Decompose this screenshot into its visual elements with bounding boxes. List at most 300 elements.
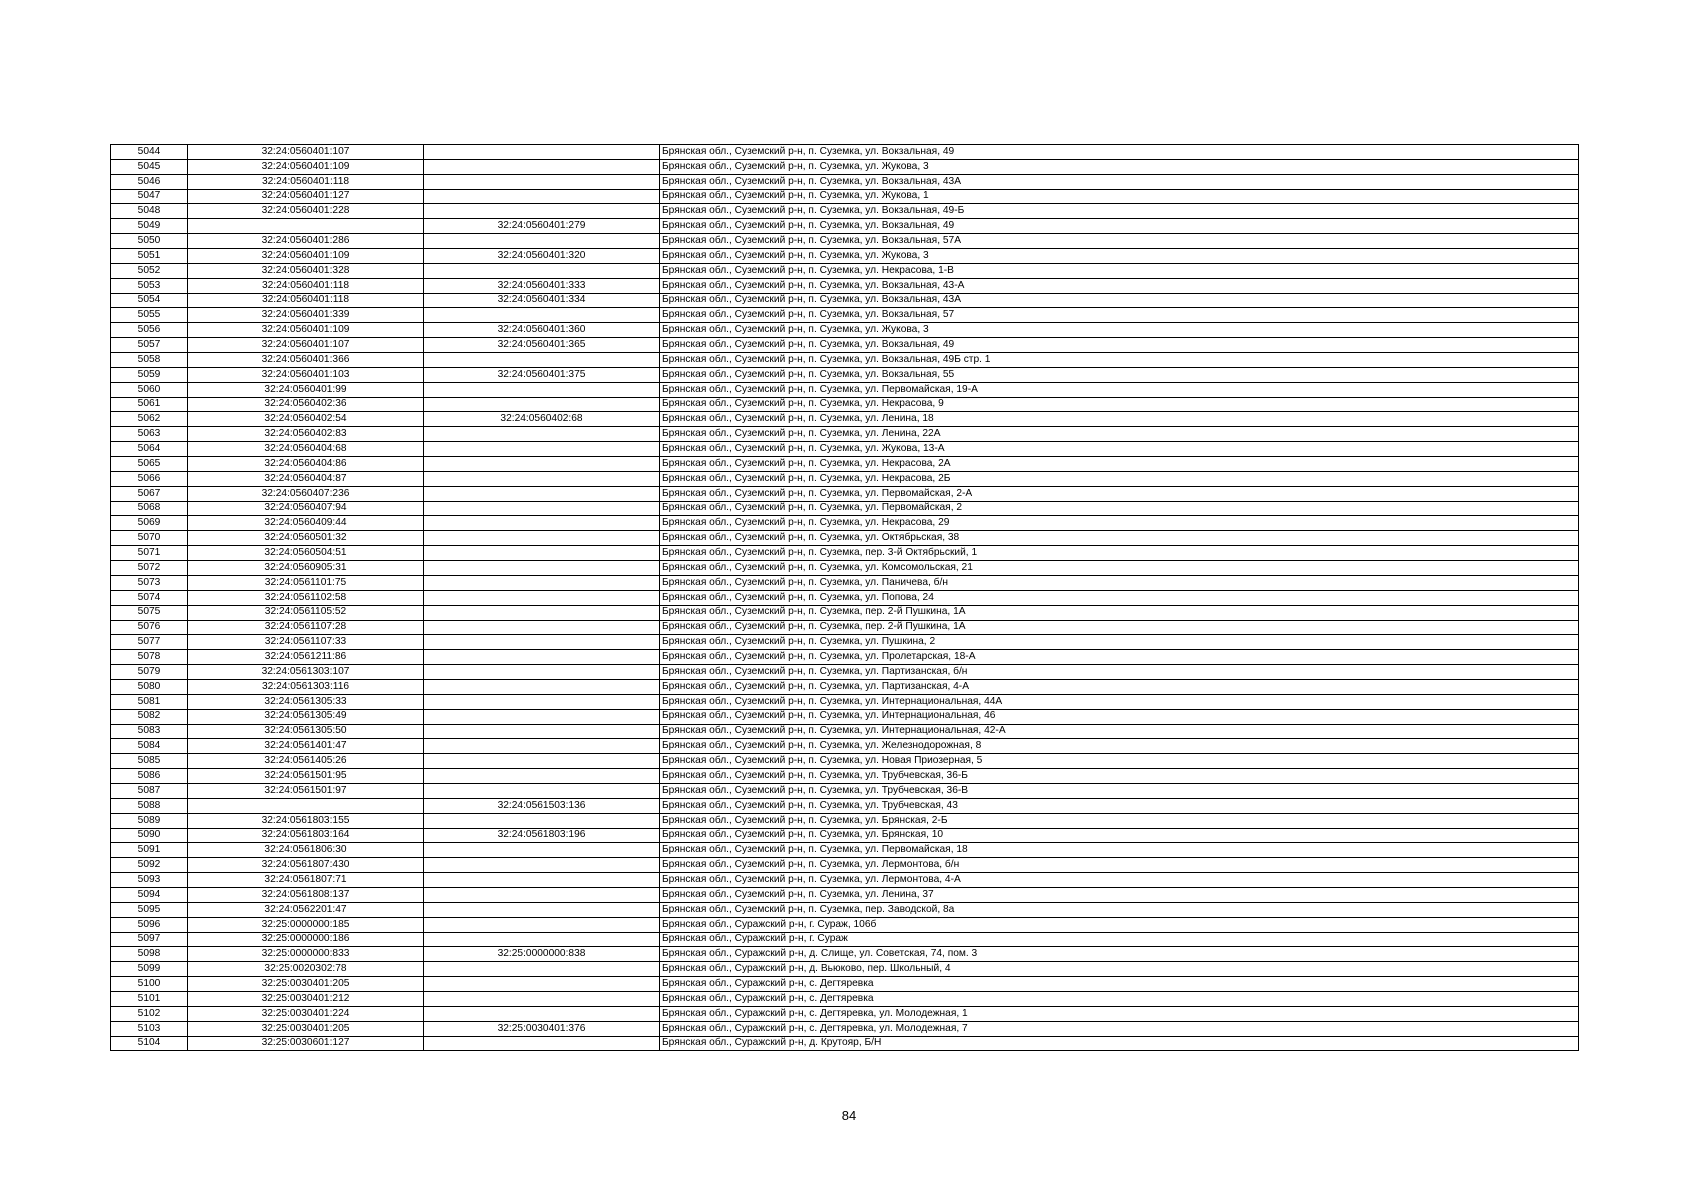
table-row [111, 694, 1579, 709]
address-cell: Брянская обл., Суземский р-н, п. Суземка, ул. Лермонтова, б/н [660, 858, 1579, 873]
address-cell: Брянская обл., Суземский р-н, п. Суземка, пер. 2-й Пушкина, 1А [660, 620, 1579, 635]
address-cell: Брянская обл., Суземский р-н, п. Суземка, ул. Партизанская, 4-А [660, 679, 1579, 694]
address-cell: Брянская обл., Суземский р-н, п. Суземка, ул. Вокзальная, 49-Б [660, 204, 1579, 219]
address-cell: Брянская обл., Суземский р-н, п. Суземка, ул. Интернациональная, 44А [660, 694, 1579, 709]
cadastral-number-cell: 32:25:0030401:205 [188, 1021, 424, 1036]
address-cell: Брянская обл., Суземский р-н, п. Суземка, ул. Ленина, 22А [660, 427, 1579, 442]
table-row [111, 174, 1579, 189]
cadastral-number-cell: 32:24:0561305:33 [188, 694, 424, 709]
address-cell: Брянская обл., Суземский р-н, п. Суземка, пер. Заводской, 8а [660, 902, 1579, 917]
row-number-cell: 5044 [111, 145, 188, 160]
linked-cadastral-number-cell: 32:24:0560401:334 [424, 293, 660, 308]
table-row [111, 561, 1579, 576]
address-cell: Брянская обл., Суземский р-н, п. Суземка, ул. Вокзальная, 49 [660, 338, 1579, 353]
address-cell: Брянская обл., Суземский р-н, п. Суземка, ул. Брянская, 10 [660, 828, 1579, 843]
address-cell: Брянская обл., Суземский р-н, п. Суземка, ул. Лермонтова, 4-А [660, 873, 1579, 888]
linked-cadastral-number-cell [424, 427, 660, 442]
row-number-cell: 5075 [111, 605, 188, 620]
table-row [111, 308, 1579, 323]
row-number-cell: 5055 [111, 308, 188, 323]
linked-cadastral-number-cell [424, 635, 660, 650]
row-number-cell: 5093 [111, 873, 188, 888]
linked-cadastral-number-cell: 32:25:0000000:838 [424, 947, 660, 962]
address-cell: Брянская обл., Суземский р-н, п. Суземка, ул. Жукова, 3 [660, 159, 1579, 174]
row-number-cell: 5089 [111, 813, 188, 828]
address-cell: Брянская обл., Суземский р-н, п. Суземка, ул. Паничева, б/н [660, 575, 1579, 590]
row-number-cell: 5056 [111, 323, 188, 338]
linked-cadastral-number-cell [424, 189, 660, 204]
address-cell: Брянская обл., Суземский р-н, п. Суземка, ул. Попова, 24 [660, 590, 1579, 605]
linked-cadastral-number-cell [424, 962, 660, 977]
address-cell: Брянская обл., Суземский р-н, п. Суземка, ул. Пушкина, 2 [660, 635, 1579, 650]
cadastral-number-cell: 32:24:0560404:87 [188, 471, 424, 486]
cadastral-number-cell: 32:24:0561305:50 [188, 724, 424, 739]
row-number-cell: 5092 [111, 858, 188, 873]
row-number-cell: 5099 [111, 962, 188, 977]
linked-cadastral-number-cell [424, 783, 660, 798]
linked-cadastral-number-cell [424, 382, 660, 397]
address-cell: Брянская обл., Суземский р-н, п. Суземка, ул. Новая Приозерная, 5 [660, 754, 1579, 769]
cadastral-number-cell: 32:24:0561803:164 [188, 828, 424, 843]
address-cell: Брянская обл., Суражский р-н, д. Слище, ул. Советская, 74, пом. 3 [660, 947, 1579, 962]
linked-cadastral-number-cell [424, 575, 660, 590]
address-cell: Брянская обл., Суземский р-н, п. Суземка, ул. Ленина, 37 [660, 887, 1579, 902]
cadastral-number-cell: 32:25:0000000:186 [188, 932, 424, 947]
table-row [111, 457, 1579, 472]
table-row [111, 709, 1579, 724]
table-row [111, 902, 1579, 917]
table-row [111, 249, 1579, 264]
address-cell: Брянская обл., Суземский р-н, п. Суземка, ул. Первомайская, 19-А [660, 382, 1579, 397]
address-cell: Брянская обл., Суземский р-н, п. Суземка, пер. 2-й Пушкина, 1А [660, 605, 1579, 620]
linked-cadastral-number-cell [424, 531, 660, 546]
linked-cadastral-number-cell [424, 679, 660, 694]
row-number-cell: 5065 [111, 457, 188, 472]
address-cell: Брянская обл., Суражский р-н, д. Крутояр, Б/Н [660, 1036, 1579, 1051]
address-cell: Брянская обл., Суземский р-н, п. Суземка, ул. Ленина, 18 [660, 412, 1579, 427]
address-cell: Брянская обл., Суземский р-н, п. Суземка, ул. Вокзальная, 49Б стр. 1 [660, 353, 1579, 368]
registry-table [110, 144, 1579, 1051]
row-number-cell: 5048 [111, 204, 188, 219]
linked-cadastral-number-cell [424, 769, 660, 784]
row-number-cell: 5077 [111, 635, 188, 650]
address-cell: Брянская обл., Суземский р-н, п. Суземка, ул. Вокзальная, 55 [660, 367, 1579, 382]
row-number-cell: 5071 [111, 546, 188, 561]
address-cell: Брянская обл., Суражский р-н, г. Сураж, 106б [660, 917, 1579, 932]
row-number-cell: 5083 [111, 724, 188, 739]
linked-cadastral-number-cell: 32:24:0560401:320 [424, 249, 660, 264]
linked-cadastral-number-cell [424, 932, 660, 947]
table-row [111, 724, 1579, 739]
row-number-cell: 5053 [111, 278, 188, 293]
cadastral-number-cell: 32:24:0560407:94 [188, 501, 424, 516]
cadastral-number-cell: 32:24:0560401:286 [188, 234, 424, 249]
address-cell: Брянская обл., Суземский р-н, п. Суземка, ул. Пролетарская, 18-А [660, 650, 1579, 665]
linked-cadastral-number-cell [424, 501, 660, 516]
row-number-cell: 5085 [111, 754, 188, 769]
cadastral-number-cell: 32:24:0560401:127 [188, 189, 424, 204]
address-cell: Брянская обл., Суземский р-н, п. Суземка, ул. Некрасова, 29 [660, 516, 1579, 531]
row-number-cell: 5045 [111, 159, 188, 174]
linked-cadastral-number-cell [424, 471, 660, 486]
cadastral-number-cell: 32:24:0560401:107 [188, 338, 424, 353]
address-cell: Брянская обл., Суземский р-н, п. Суземка, ул. Интернациональная, 42-А [660, 724, 1579, 739]
table-row [111, 338, 1579, 353]
row-number-cell: 5051 [111, 249, 188, 264]
row-number-cell: 5070 [111, 531, 188, 546]
table-row [111, 858, 1579, 873]
row-number-cell: 5104 [111, 1036, 188, 1051]
table-row [111, 650, 1579, 665]
linked-cadastral-number-cell [424, 442, 660, 457]
row-number-cell: 5082 [111, 709, 188, 724]
cadastral-number-cell: 32:24:0560401:366 [188, 353, 424, 368]
cadastral-number-cell: 32:24:0560401:118 [188, 278, 424, 293]
table-row [111, 546, 1579, 561]
row-number-cell: 5088 [111, 798, 188, 813]
address-cell: Брянская обл., Суражский р-н, с. Дегтяревка [660, 977, 1579, 992]
address-cell: Брянская обл., Суражский р-н, г. Сураж [660, 932, 1579, 947]
row-number-cell: 5057 [111, 338, 188, 353]
linked-cadastral-number-cell: 32:24:0560401:279 [424, 219, 660, 234]
address-cell: Брянская обл., Суземский р-н, п. Суземка, ул. Интернациональная, 46 [660, 709, 1579, 724]
table-row [111, 739, 1579, 754]
linked-cadastral-number-cell: 32:24:0560401:365 [424, 338, 660, 353]
cadastral-number-cell: 32:24:0561405:26 [188, 754, 424, 769]
page-number: 84 [841, 1108, 857, 1123]
row-number-cell: 5097 [111, 932, 188, 947]
linked-cadastral-number-cell [424, 234, 660, 249]
address-cell: Брянская обл., Суземский р-н, п. Суземка, ул. Трубчевская, 36-Б [660, 769, 1579, 784]
table-row [111, 145, 1579, 160]
row-number-cell: 5073 [111, 575, 188, 590]
row-number-cell: 5095 [111, 902, 188, 917]
linked-cadastral-number-cell [424, 145, 660, 160]
table-row [111, 620, 1579, 635]
row-number-cell: 5050 [111, 234, 188, 249]
linked-cadastral-number-cell [424, 665, 660, 680]
address-cell: Брянская обл., Суземский р-н, п. Суземка, ул. Железнодорожная, 8 [660, 739, 1579, 754]
linked-cadastral-number-cell [424, 605, 660, 620]
row-number-cell: 5049 [111, 219, 188, 234]
table-row [111, 382, 1579, 397]
table-row [111, 1021, 1579, 1036]
linked-cadastral-number-cell [424, 397, 660, 412]
linked-cadastral-number-cell [424, 1006, 660, 1021]
table-row [111, 278, 1579, 293]
table-row [111, 501, 1579, 516]
table-row [111, 234, 1579, 249]
row-number-cell: 5096 [111, 917, 188, 932]
cadastral-number-cell: 32:24:0560401:109 [188, 159, 424, 174]
row-number-cell: 5090 [111, 828, 188, 843]
row-number-cell: 5074 [111, 590, 188, 605]
linked-cadastral-number-cell: 32:24:0560401:333 [424, 278, 660, 293]
address-cell: Брянская обл., Суземский р-н, п. Суземка, ул. Вокзальная, 57 [660, 308, 1579, 323]
table-row [111, 159, 1579, 174]
row-number-cell: 5068 [111, 501, 188, 516]
cadastral-number-cell: 32:24:0560401:328 [188, 263, 424, 278]
registry-table-body [111, 145, 1579, 1051]
table-row [111, 813, 1579, 828]
row-number-cell: 5062 [111, 412, 188, 427]
row-number-cell: 5076 [111, 620, 188, 635]
linked-cadastral-number-cell [424, 873, 660, 888]
row-number-cell: 5072 [111, 561, 188, 576]
cadastral-number-cell: 32:24:0561501:95 [188, 769, 424, 784]
row-number-cell: 5059 [111, 367, 188, 382]
row-number-cell: 5087 [111, 783, 188, 798]
linked-cadastral-number-cell [424, 486, 660, 501]
table-row [111, 843, 1579, 858]
row-number-cell: 5067 [111, 486, 188, 501]
cadastral-number-cell: 32:24:0561303:107 [188, 665, 424, 680]
address-cell: Брянская обл., Суражский р-н, д. Вьюково, пер. Школьный, 4 [660, 962, 1579, 977]
linked-cadastral-number-cell [424, 977, 660, 992]
address-cell: Брянская обл., Суземский р-н, п. Суземка, ул. Вокзальная, 43-А [660, 278, 1579, 293]
row-number-cell: 5054 [111, 293, 188, 308]
cadastral-number-cell: 32:24:0560401:109 [188, 249, 424, 264]
linked-cadastral-number-cell [424, 858, 660, 873]
address-cell: Брянская обл., Суземский р-н, п. Суземка, ул. Брянская, 2-Б [660, 813, 1579, 828]
cadastral-number-cell: 32:24:0560401:118 [188, 174, 424, 189]
address-cell: Брянская обл., Суземский р-н, п. Суземка, ул. Жукова, 3 [660, 249, 1579, 264]
table-row [111, 1006, 1579, 1021]
cadastral-number-cell: 32:24:0560404:86 [188, 457, 424, 472]
cadastral-number-cell: 32:24:0561803:155 [188, 813, 424, 828]
cadastral-number-cell: 32:24:0560401:228 [188, 204, 424, 219]
cadastral-number-cell: 32:24:0561303:116 [188, 679, 424, 694]
linked-cadastral-number-cell [424, 917, 660, 932]
row-number-cell: 5080 [111, 679, 188, 694]
table-row [111, 679, 1579, 694]
table-row [111, 323, 1579, 338]
cadastral-number-cell: 32:24:0561806:30 [188, 843, 424, 858]
table-row [111, 605, 1579, 620]
table-row [111, 887, 1579, 902]
row-number-cell: 5079 [111, 665, 188, 680]
cadastral-number-cell: 32:24:0561211:86 [188, 650, 424, 665]
cadastral-number-cell: 32:24:0560402:83 [188, 427, 424, 442]
linked-cadastral-number-cell [424, 620, 660, 635]
table-row [111, 412, 1579, 427]
cadastral-number-cell: 32:25:0030401:205 [188, 977, 424, 992]
row-number-cell: 5052 [111, 263, 188, 278]
cadastral-number-cell: 32:24:0561807:430 [188, 858, 424, 873]
linked-cadastral-number-cell [424, 590, 660, 605]
linked-cadastral-number-cell [424, 754, 660, 769]
linked-cadastral-number-cell: 32:24:0560401:375 [424, 367, 660, 382]
table-row [111, 367, 1579, 382]
row-number-cell: 5066 [111, 471, 188, 486]
address-cell: Брянская обл., Суражский р-н, с. Дегтяревка, ул. Молодежная, 7 [660, 1021, 1579, 1036]
row-number-cell: 5084 [111, 739, 188, 754]
address-cell: Брянская обл., Суземский р-н, п. Суземка, ул. Партизанская, б/н [660, 665, 1579, 680]
address-cell: Брянская обл., Суземский р-н, п. Суземка, ул. Вокзальная, 49 [660, 219, 1579, 234]
linked-cadastral-number-cell [424, 308, 660, 323]
row-number-cell: 5086 [111, 769, 188, 784]
cadastral-number-cell: 32:24:0561107:28 [188, 620, 424, 635]
table-row [111, 442, 1579, 457]
table-row [111, 873, 1579, 888]
table-row [111, 1036, 1579, 1051]
row-number-cell: 5091 [111, 843, 188, 858]
row-number-cell: 5102 [111, 1006, 188, 1021]
linked-cadastral-number-cell [424, 457, 660, 472]
table-row [111, 427, 1579, 442]
linked-cadastral-number-cell [424, 887, 660, 902]
address-cell: Брянская обл., Суземский р-н, п. Суземка, ул. Первомайская, 2-А [660, 486, 1579, 501]
cadastral-number-cell: 32:24:0560404:68 [188, 442, 424, 457]
cadastral-number-cell: 32:24:0560407:236 [188, 486, 424, 501]
address-cell: Брянская обл., Суземский р-н, п. Суземка, ул. Вокзальная, 49 [660, 145, 1579, 160]
address-cell: Брянская обл., Суземский р-н, п. Суземка, ул. Октябрьская, 38 [660, 531, 1579, 546]
cadastral-number-cell: 32:24:0560501:32 [188, 531, 424, 546]
table-row [111, 798, 1579, 813]
table-row [111, 635, 1579, 650]
cadastral-number-cell: 32:25:0020302:78 [188, 962, 424, 977]
table-row [111, 769, 1579, 784]
address-cell: Брянская обл., Суземский р-н, п. Суземка, ул. Жукова, 3 [660, 323, 1579, 338]
row-number-cell: 5069 [111, 516, 188, 531]
cadastral-number-cell: 32:24:0560504:51 [188, 546, 424, 561]
address-cell: Брянская обл., Суземский р-н, п. Суземка, ул. Некрасова, 9 [660, 397, 1579, 412]
address-cell: Брянская обл., Суземский р-н, п. Суземка, ул. Вокзальная, 57А [660, 234, 1579, 249]
linked-cadastral-number-cell [424, 546, 660, 561]
table-row [111, 516, 1579, 531]
address-cell: Брянская обл., Суземский р-н, п. Суземка, ул. Некрасова, 2Б [660, 471, 1579, 486]
row-number-cell: 5094 [111, 887, 188, 902]
table-row [111, 977, 1579, 992]
row-number-cell: 5098 [111, 947, 188, 962]
table-row [111, 917, 1579, 932]
cadastral-number-cell: 32:24:0560402:54 [188, 412, 424, 427]
cadastral-number-cell: 32:24:0560401:109 [188, 323, 424, 338]
table-row [111, 932, 1579, 947]
cadastral-number-cell: 32:24:0561107:33 [188, 635, 424, 650]
row-number-cell: 5064 [111, 442, 188, 457]
linked-cadastral-number-cell [424, 902, 660, 917]
table-row [111, 263, 1579, 278]
row-number-cell: 5046 [111, 174, 188, 189]
cadastral-number-cell: 32:24:0561401:47 [188, 739, 424, 754]
row-number-cell: 5063 [111, 427, 188, 442]
linked-cadastral-number-cell [424, 709, 660, 724]
table-row [111, 189, 1579, 204]
cadastral-number-cell: 32:24:0560401:99 [188, 382, 424, 397]
linked-cadastral-number-cell [424, 991, 660, 1006]
address-cell: Брянская обл., Суземский р-н, п. Суземка, ул. Некрасова, 1-В [660, 263, 1579, 278]
table-row [111, 754, 1579, 769]
linked-cadastral-number-cell [424, 174, 660, 189]
cadastral-number-cell: 32:25:0030401:224 [188, 1006, 424, 1021]
linked-cadastral-number-cell [424, 739, 660, 754]
row-number-cell: 5047 [111, 189, 188, 204]
cadastral-number-cell: 32:24:0561305:49 [188, 709, 424, 724]
table-row [111, 947, 1579, 962]
cadastral-number-cell: 32:24:0562201:47 [188, 902, 424, 917]
address-cell: Брянская обл., Суземский р-н, п. Суземка, ул. Жукова, 1 [660, 189, 1579, 204]
row-number-cell: 5101 [111, 991, 188, 1006]
table-row [111, 219, 1579, 234]
cadastral-number-cell: 32:24:0560905:31 [188, 561, 424, 576]
table-row [111, 397, 1579, 412]
address-cell: Брянская обл., Суземский р-н, п. Суземка, ул. Первомайская, 2 [660, 501, 1579, 516]
address-cell: Брянская обл., Суземский р-н, п. Суземка, ул. Трубчевская, 43 [660, 798, 1579, 813]
cadastral-number-cell: 32:24:0561808:137 [188, 887, 424, 902]
linked-cadastral-number-cell [424, 694, 660, 709]
cadastral-number-cell: 32:24:0561807:71 [188, 873, 424, 888]
cadastral-number-cell: 32:24:0560401:339 [188, 308, 424, 323]
linked-cadastral-number-cell [424, 650, 660, 665]
linked-cadastral-number-cell: 32:24:0561803:196 [424, 828, 660, 843]
linked-cadastral-number-cell: 32:24:0560401:360 [424, 323, 660, 338]
cadastral-number-cell: 32:25:0030601:127 [188, 1036, 424, 1051]
linked-cadastral-number-cell: 32:25:0030401:376 [424, 1021, 660, 1036]
table-row [111, 486, 1579, 501]
table-row [111, 353, 1579, 368]
linked-cadastral-number-cell [424, 1036, 660, 1051]
linked-cadastral-number-cell [424, 263, 660, 278]
cadastral-number-cell: 32:24:0560402:36 [188, 397, 424, 412]
table-row [111, 783, 1579, 798]
table-row [111, 471, 1579, 486]
linked-cadastral-number-cell [424, 516, 660, 531]
linked-cadastral-number-cell [424, 724, 660, 739]
cadastral-number-cell: 32:24:0560401:107 [188, 145, 424, 160]
table-row [111, 293, 1579, 308]
linked-cadastral-number-cell [424, 843, 660, 858]
address-cell: Брянская обл., Суземский р-н, п. Суземка, ул. Вокзальная, 43А [660, 174, 1579, 189]
address-cell: Брянская обл., Суземский р-н, п. Суземка, пер. 3-й Октябрьский, 1 [660, 546, 1579, 561]
address-cell: Брянская обл., Суземский р-н, п. Суземка, ул. Комсомольская, 21 [660, 561, 1579, 576]
cadastral-number-cell: 32:24:0561102:58 [188, 590, 424, 605]
row-number-cell: 5061 [111, 397, 188, 412]
row-number-cell: 5103 [111, 1021, 188, 1036]
table-row [111, 575, 1579, 590]
table-row [111, 991, 1579, 1006]
linked-cadastral-number-cell: 32:24:0560402:68 [424, 412, 660, 427]
table-row [111, 590, 1579, 605]
cadastral-number-cell: 32:24:0561101:75 [188, 575, 424, 590]
linked-cadastral-number-cell [424, 159, 660, 174]
cadastral-number-cell: 32:25:0000000:185 [188, 917, 424, 932]
cadastral-number-cell: 32:24:0560409:44 [188, 516, 424, 531]
linked-cadastral-number-cell: 32:24:0561503:136 [424, 798, 660, 813]
cadastral-number-cell: 32:24:0561105:52 [188, 605, 424, 620]
row-number-cell: 5060 [111, 382, 188, 397]
table-row [111, 665, 1579, 680]
linked-cadastral-number-cell [424, 561, 660, 576]
address-cell: Брянская обл., Суражский р-н, с. Дегтяревка [660, 991, 1579, 1006]
address-cell: Брянская обл., Суражский р-н, с. Дегтяревка, ул. Молодежная, 1 [660, 1006, 1579, 1021]
linked-cadastral-number-cell [424, 204, 660, 219]
address-cell: Брянская обл., Суземский р-н, п. Суземка, ул. Первомайская, 18 [660, 843, 1579, 858]
address-cell: Брянская обл., Суземский р-н, п. Суземка, ул. Жукова, 13-А [660, 442, 1579, 457]
row-number-cell: 5100 [111, 977, 188, 992]
cadastral-number-cell: 32:24:0560401:103 [188, 367, 424, 382]
table-row [111, 828, 1579, 843]
cadastral-number-cell: 32:25:0030401:212 [188, 991, 424, 1006]
row-number-cell: 5058 [111, 353, 188, 368]
cadastral-number-cell [188, 219, 424, 234]
linked-cadastral-number-cell [424, 813, 660, 828]
address-cell: Брянская обл., Суземский р-н, п. Суземка, ул. Некрасова, 2А [660, 457, 1579, 472]
table-row [111, 531, 1579, 546]
cadastral-number-cell: 32:24:0561501:97 [188, 783, 424, 798]
address-cell: Брянская обл., Суземский р-н, п. Суземка, ул. Вокзальная, 43А [660, 293, 1579, 308]
cadastral-number-cell [188, 798, 424, 813]
